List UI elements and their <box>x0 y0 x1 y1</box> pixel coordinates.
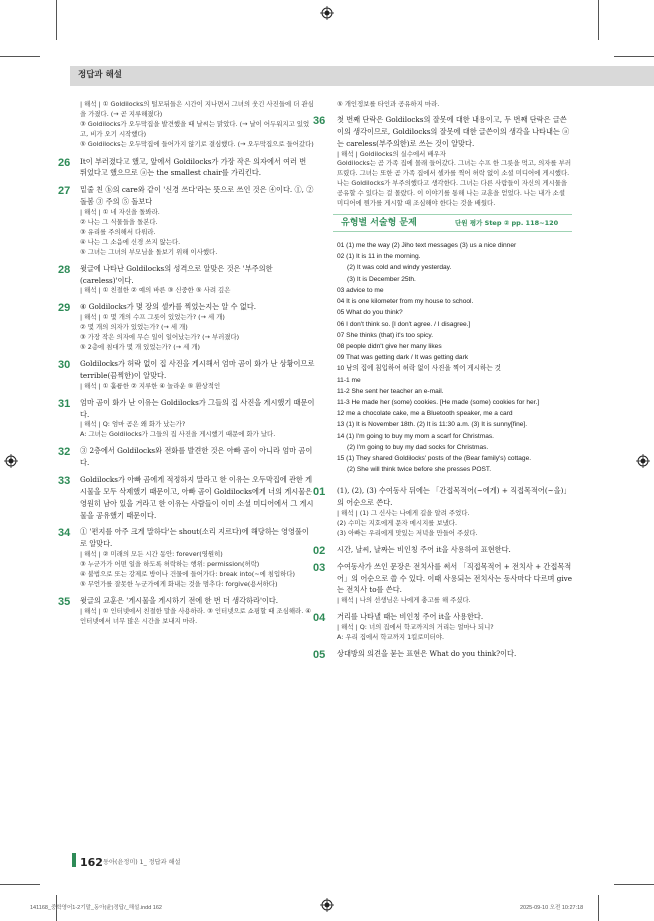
item-sub: A: 우리 집에서 학교까지 1킬로미터야. <box>337 633 445 642</box>
answer-line: (3) It is December 25th. <box>347 275 416 283</box>
item-text: 밑줄 친 ⓑ의 care와 같이 '신경 쓰다'라는 뜻으로 쓰인 것은 ④이다. ①, ② 돌봄 ③ 주의 ⑤ 돌보다 <box>80 185 314 207</box>
answer-item-28 <box>58 263 315 297</box>
answer-item-36 <box>313 114 572 209</box>
item-sub: | 해석 | 나의 선생님은 나에게 충고를 해 주셨다. <box>337 596 471 605</box>
answer-line: 14 (1) I'm going to buy my mom a scarf for Christmas. <box>337 432 494 440</box>
answer-line: 04 It is one kilometer from my house to school. <box>337 298 474 306</box>
section-step: 단원 평가 Step ② pp. 118~120 <box>455 219 559 228</box>
expl-item-04 <box>313 611 572 643</box>
item-text: 윗글의 교훈은 '게시물을 게시하기 전에 한 번 더 생각하라'이다. <box>80 595 279 605</box>
item-number: 04 <box>313 612 326 625</box>
item-sub: | 해석 | Q: 너의 집에서 학교까지의 거리는 얼마나 되니? <box>337 623 494 632</box>
crop-mark <box>598 895 599 921</box>
item-sub: 나는 Goldilocks가 부주의했다고 생각한다. 그녀는 다른 사람들이 자신의 게시물을 공유할 수 있다는 걸 몰랐다. 이 이야기를 통해 나는 교훈을 얻었다. 나는 내가 소셜 미디어에 뭔가를 게시할 때 조심해야 한다는 것을 배웠다. <box>337 179 568 208</box>
item-number: 26 <box>58 156 71 169</box>
item-text: Goldilocks가 아빠 곰에게 적정하지 말라고 한 이유는 오두막집에 관한 게시물을 모두 삭제했기 때문이고, 아빠 곰이 Goldilocks에게 너의 게시물은 영원히 남아 있을 거라고 한 이유는 사람들이 이미 소셜 미디어에서 그 게시물을 공유했기 때문이다. <box>80 474 314 520</box>
answer-line: 08 people didn't give her many likes <box>337 342 442 350</box>
carry-line: ⑤ 개인정보를 타인과 공유하지 마라. <box>337 100 440 108</box>
answer-line: (2) She will think twice before she presses POST. <box>347 466 492 474</box>
intro-block <box>80 100 315 150</box>
item-sub: ⑤ 2층에 침대가 몇 개 있었는가? (→ 세 개) <box>80 343 201 352</box>
crop-mark <box>0 56 40 57</box>
registration-mark-icon <box>636 454 650 468</box>
answer-line: 10 남의 집에 침입하여 허락 없이 사진을 찍어 게시하는 것 <box>337 365 501 373</box>
expl-item-02 <box>313 544 572 557</box>
item-text: 거리를 나타낼 때는 비인칭 주어 it을 사용한다. <box>337 612 484 622</box>
answer-item-34 <box>58 526 315 589</box>
item-sub: | 해석 | ① 인터넷에서 친절한 말을 사용하라. ③ 인터넷으로 쇼핑할 때 조심해라. ④ 인터넷에서 너무 많은 시간을 보내지 마라. <box>80 606 311 625</box>
answer-line: 03 advice to me <box>337 286 384 294</box>
left-column <box>58 100 315 632</box>
crop-mark <box>614 56 654 57</box>
slug-date: 2025-09-10 오전 10:27:18 <box>520 905 584 911</box>
item-sub: A: 그녀는 Goldilocks가 그들의 집 사진을 게시했기 때문에 화가 났다. <box>80 430 276 439</box>
item-sub: ② 나는 그 식물들을 돌본다. <box>80 218 158 227</box>
item-sub: (3) 아빠는 우리에게 맛있는 저녁을 만들어 주셨다. <box>337 528 478 537</box>
footer-text: 동아(윤정미) 1_ 정답과 해설 <box>103 859 181 866</box>
item-sub: Goldilocks는 곰 가족 집에 몰래 들어갔다. 그녀는 수프 한 그릇을 먹고, 의자를 부러뜨렸다. 그녀는 또한 곰 가족 집에서 셀카를 찍어 허락 없이 소셜 미디어에 게시했다. <box>337 159 571 178</box>
crop-mark <box>56 0 57 40</box>
item-text: Goldilocks가 허락 없이 집 사진을 게시해서 엄마 곰이 화가 난 상황이므로 terrible(끔찍한)이 알맞다. <box>80 358 315 380</box>
item-text: ④ Goldilocks가 몇 장의 셀카를 찍었는지는 알 수 없다. <box>80 302 257 312</box>
item-sub: ③ 누군가가 어떤 일을 하도록 허락하는 행위: permission(허락) <box>80 560 260 569</box>
expl-item-03 <box>313 561 573 607</box>
item-number: 28 <box>58 263 71 276</box>
item-text: 첫 번째 단락은 Goldilocks의 잘못에 대한 내용이고, 두 번째 단락은 글쓴이의 생각이므로, Goldilocks의 잘못에 대한 글쓴이의 생각을 나타내는 ⓐ는 careless(부주의한)로 쓰는 것이 알맞다. <box>337 114 570 148</box>
item-number: 01 <box>313 486 326 499</box>
section-banner <box>70 66 654 86</box>
answer-line: 02 (1) It is 11 in the morning. <box>337 253 421 261</box>
item-text: 수여동사가 쓰인 문장은 전치사를 써서 「직접목적어 + 전치사 + 간접목적어」의 어순으로 쓸 수 있다. 이때 사용되는 전치사는 동사마다 다르며 give는 전치사 to를 쓴다. <box>337 561 573 595</box>
answer-item-31 <box>58 397 315 441</box>
answer-line: 15 (1) They shared Goldilocks' posts of the (Bear family's) cottage. <box>337 454 532 462</box>
item-number: 32 <box>58 446 71 459</box>
item-sub: ⑤ 그녀는 그녀의 부모님을 돌보기 위해 이사했다. <box>80 247 218 256</box>
answer-item-27 <box>58 184 315 257</box>
item-text: 엄마 곰이 화가 난 이유는 Goldilocks가 그들의 집 사진을 게시했기 때문이다. <box>80 397 315 419</box>
item-text: (1), (2), (3) 수여동사 뒤에는 「간접목적어(~에게) + 직접목적어(~을)」의 어순으로 쓴다. <box>337 486 571 508</box>
item-number: 33 <box>58 474 71 487</box>
item-text: 시간, 날씨, 날짜는 비인칭 주어 it을 사용하여 표현한다. <box>337 544 511 554</box>
registration-mark-icon <box>320 6 334 20</box>
answer-line: 06 I don't think so. [I don't agree. / I disagree.] <box>337 320 471 328</box>
crop-mark <box>614 884 654 885</box>
item-number: 30 <box>58 358 71 371</box>
answer-line: (2) It was cold and windy yesterday. <box>347 264 452 272</box>
section-header <box>333 214 572 232</box>
answer-line: 12 me a chocolate cake, me a Bluetooth speaker, me a card <box>337 410 513 418</box>
item-number: 05 <box>313 649 326 661</box>
answer-item-32 <box>58 445 315 469</box>
intro-line: | 해석 | ① Goldilocks의 털모뒤들은 시간이 지나면서 그녀의 웃긴 사진들에 더 관심을 가졌다. (→ 곧 지루해졌다) <box>80 100 314 118</box>
footer-accent <box>72 853 76 867</box>
item-text: ① '편지를 아주 크게 말하다'는 shout(소리 지르다)에 해당하는 영영풀이로 알맞다. <box>80 527 309 549</box>
item-sub: ② 몇 개의 의자가 있었는가? (→ 세 개) <box>80 323 188 332</box>
item-sub: | 해석 | ② 미래의 모든 시간 동안: forever(영원히) <box>80 550 223 559</box>
answer-line: 09 That was getting dark / It was getting dark <box>337 354 469 362</box>
item-number: 03 <box>313 561 326 574</box>
answer-item-35 <box>58 595 315 627</box>
item-sub: (2) 수미는 지호에게 문자 메시지를 보냈다. <box>337 519 458 528</box>
answer-line: 05 What do you think? <box>337 309 403 317</box>
answer-line: 07 She thinks (that) it's too spicy. <box>337 331 434 339</box>
item-sub: | 해석 | ① 네 자신을 돌봐라. <box>80 208 160 217</box>
intro-line: ③ Goldilocks가 오두막집을 발견했을 때 날씨는 맑았다. (→ 날이 어두워지고 있었고, 비가 오기 시작했다) <box>80 119 310 138</box>
intro-line: ⑤ Goldilocks는 오두막집에 들어가지 않기로 결심했다. (→ 오두막집으로 들어갔다) <box>80 139 314 148</box>
answer-item-33 <box>58 474 315 522</box>
item-sub: ③ 가장 작은 의자에 무슨 일이 일어났는가? (→ 부러졌다) <box>80 333 240 342</box>
item-text: 상대방의 의견을 묻는 표현은 What do you think?이다. <box>337 649 517 658</box>
item-sub: | 해석 | (1) 그 신사는 나에게 길을 알려 주었다. <box>337 509 470 518</box>
item-sub: | 해석 | ① 친절한 ② 예의 바른 ③ 신중한 ⑤ 사려 깊은 <box>80 286 231 295</box>
right-column <box>313 100 573 665</box>
expl-item-01 <box>313 485 572 539</box>
page-number: 162 <box>80 856 103 869</box>
expl-item-05 <box>313 648 572 661</box>
item-sub: | 해석 | ① 몇 개의 수프 그릇이 있었는가? (→ 세 개) <box>80 313 225 322</box>
item-sub: ④ 나는 그 소음에 신경 쓰지 않는다. <box>80 237 181 246</box>
item-sub: | 해석 | Goldilocks의 실수에서 배우자 <box>337 149 446 158</box>
registration-mark-icon <box>320 898 334 912</box>
item-text: ③ 2층에서 Goldilocks와 전화를 발견한 것은 아빠 곰이 아니라 엄마 곰이다. <box>80 446 313 468</box>
answer-list <box>337 240 572 475</box>
item-number: 27 <box>58 185 71 198</box>
answer-item-26 <box>58 156 315 180</box>
item-text: It이 부러졌다고 했고, 앞에서 Goldilocks가 가장 작은 의자에서 여러 번 뛰었다고 했으므로 ⓐ는 the smallest chair를 가리킨다. <box>80 156 307 178</box>
item-number: 29 <box>58 302 71 315</box>
item-number: 34 <box>58 527 71 540</box>
answer-line: 11-1 me <box>337 376 361 384</box>
slug-file: 141168_중학영어1-2기말_동아(윤)정답/_해설.indd 162 <box>30 905 162 911</box>
answer-line: 11-2 She sent her teacher an e-mail. <box>337 387 444 395</box>
item-sub: | 해석 | Q: 엄마 곰은 왜 화가 났는가? <box>80 420 186 429</box>
section-title: 유형별 서술형 문제 <box>341 218 417 229</box>
item-sub: ③ 유리를 주의해서 다뤄라. <box>80 227 156 236</box>
item-number: 35 <box>58 595 71 608</box>
item-sub: | 해석 | ① 훌륭한 ② 지루한 ④ 놀라운 ⑤ 환상적인 <box>80 381 221 390</box>
answer-item-29 <box>58 301 315 353</box>
answer-line: 13 (1) It is November 18th. (2) It is 11:30 a.m. (3) It is sunny[fine]. <box>337 421 528 429</box>
answer-line: (2) I'm going to buy my dad socks for Christmas. <box>347 443 489 451</box>
crop-mark <box>0 884 40 885</box>
item-number: 31 <box>58 397 71 410</box>
item-number: 02 <box>313 544 326 557</box>
registration-mark-icon <box>4 454 18 468</box>
answer-line: 11-3 He made her (some) cookies. [He made (some) cookies for her.] <box>337 398 540 406</box>
item-sub: ⑤ 무언가를 잘못한 누군가에게 화내는 것을 멈추다: forgive(용서하다) <box>80 579 278 588</box>
item-sub: ④ 불법으로 또는 강제로 방이나 건물에 들어가다: break into(~에 침입하다) <box>80 570 295 579</box>
answer-line: 01 (1) me the way (2) Jiho text messages (3) us a nice dinner <box>337 242 517 250</box>
item-text: 윗글에 나타난 Goldilocks의 성격으로 알맞은 것은 '부주의한(careless)'이다. <box>80 263 273 285</box>
crop-mark <box>598 0 599 40</box>
banner-title: 정답과 해설 <box>78 70 123 80</box>
item-number: 36 <box>313 114 326 127</box>
answer-item-30 <box>58 358 315 392</box>
